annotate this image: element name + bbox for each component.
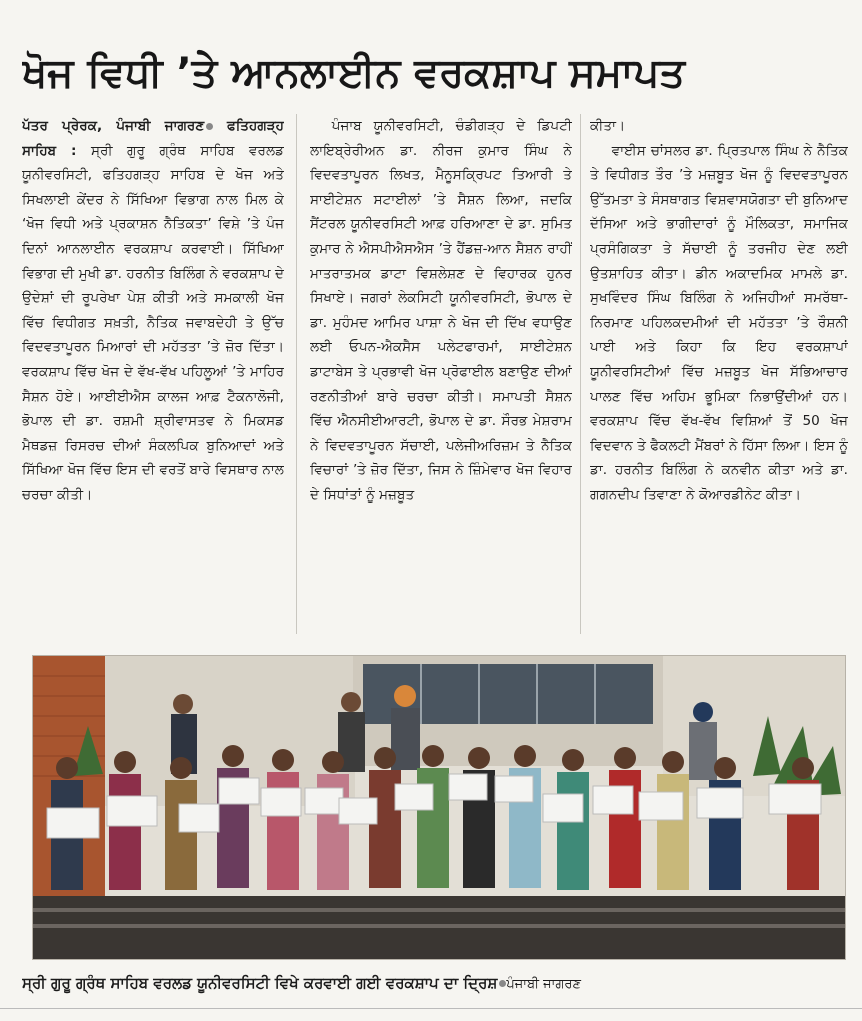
article-column-2 bbox=[310, 114, 572, 634]
column-divider bbox=[580, 114, 581, 634]
headline: ਖੋਜ ਵਿਧੀ ’ਤੇ ਆਨਲਾਈਨ ਵਰਕਸ਼ਾਪ ਸਮਾਪਤ bbox=[22, 50, 685, 96]
caption-text: ਸ੍ਰੀ ਗੁਰੂ ਗ੍ਰੰਥ ਸਾਹਿਬ ਵਰਲਡ ਯੂਨੀਵਰਸਿਟੀ ਵਿਖੇ ਕਰਵਾਈ ਗਈ ਵਰਕਸ਼ਾਪ ਦਾ ਦ੍ਰਿਸ਼ bbox=[22, 974, 498, 992]
group-photo bbox=[32, 655, 846, 960]
dateline: ਫਤਿਹਗੜ੍ਹ ਸਾਹਿਬ : bbox=[22, 118, 284, 159]
previous-page-cutoff bbox=[0, 0, 862, 14]
group-photo-illustration bbox=[33, 656, 845, 959]
photo-caption bbox=[22, 968, 852, 998]
article-column-1 bbox=[22, 114, 284, 634]
article-column-3 bbox=[590, 114, 848, 634]
article-paragraph: ਕੀਤਾ। bbox=[590, 118, 626, 134]
byline: ਪੱਤਰ ਪ੍ਰੇਰਕ, ਪੰਜਾਬੀ ਜਾਗਰਣ bbox=[22, 118, 205, 134]
article-paragraph: ਪੰਜਾਬ ਯੂਨੀਵਰਸਿਟੀ, ਚੰਡੀਗੜ੍ਹ ਦੇ ਡਿਪਟੀ ਲਾਇਬ੍ਰੇਰੀਅਨ ਡਾ. ਨੀਰਜ ਕੁਮਾਰ ਸਿੰਘ ਨੇ ਵਿਦਵਤਾਪੂਰਨ ਲਿਖਤ, ਮੈਨੂਸਕ੍ਰਿਪਟ ਤਿਆਰੀ ਤੇ ਸਾਈਟੇਸ਼ਨ ਸਟਾਈਲਾਂ ’ਤੇ ਸੈਸ਼ਨ ਲਿਆ, ਜਦਕਿ ਸੈਂਟਰਲ ਯੂਨੀਵਰਸਿਟੀ ਆਫ਼ ਹਰਿਆਣਾ ਦੇ ਡਾ. ਸੁਮਿਤ ਕੁਮਾਰ ਨੇ ਐਸਪੀਐਸਐਸ ’ਤੇ ਹੈਂਡਜ਼-ਆਨ ਸੈਸ਼ਨ ਰਾਹੀਂ ਮਾਤਰਾਤਮਕ ਡਾਟਾ ਵਿਸ਼ਲੇਸ਼ਣ ਦੇ ਵਿਹਾਰਕ ਹੁਨਰ ਸਿਖਾਏ। ਜਗਰਾਂ ਲੇਕਸਿਟੀ ਯੂਨੀਵਰਸਿਟੀ, ਭੋਪਾਲ ਦੇ ਡਾ. ਮੁਹੰਮਦ ਆਮਿਰ ਪਾਸ਼ਾ ਨੇ ਖੋਜ ਦੀ ਦਿੱਖ ਵਧਾਉਣ ਲਈ ਓਪਨ-ਐਕਸੈਸ ਪਲੇਟਫਾਰਮਾਂ, ਸਾਈਟੇਸ਼ਨ ਡਾਟਾਬੇਸ ਤੇ ਪ੍ਰਭਾਵੀ ਖੋਜ ਪ੍ਰੋਫਾਈਲ ਬਣਾਉਣ ਦੀਆਂ ਰਣਨੀਤੀਆਂ ਬਾਰੇ ਚਰਚਾ ਕੀਤੀ। ਸਮਾਪਤੀ ਸੈਸ਼ਨ ਵਿੱਚ ਐਨਸੀਈਆਰਟੀ, ਭੋਪਾਲ ਦੇ ਡਾ. ਸੌਰਭ ਮੇਸ਼ਰਾਮ ਨੇ ਵਿਦਵਤਾਪੂਰਨ ਸੱਚਾਈ, ਪਲੇਜੀਅਰਿਜ਼ਮ ਤੇ ਨੈਤਿਕ ਵਿਚਾਰਾਂ ’ਤੇ ਜ਼ੋਰ ਦਿੱਤਾ, ਜਿਸ ਨੇ ਜ਼ਿੰਮੇਵਾਰ ਖੋਜ ਵਿਹਾਰ ਦੇ ਸਿਧਾਂਤਾਂ ਨੂੰ ਮਜ਼ਬੂਤ bbox=[310, 118, 572, 503]
bullet-icon bbox=[206, 123, 213, 130]
caption-credit: ਪੰਜਾਬੀ ਜਾਗਰਣ bbox=[506, 977, 581, 992]
article-paragraph: ਵਾਈਸ ਚਾਂਸਲਰ ਡਾ. ਪ੍ਰਿਤਪਾਲ ਸਿੰਘ ਨੇ ਨੈਤਿਕ ਤੇ ਵਿਧੀਗਤ ਤੌਰ ’ਤੇ ਮਜ਼ਬੂਤ ਖੋਜ ਨੂੰ ਵਿਦਵਤਾਪੂਰਨ ਉੱਤਮਤਾ ਤੇ ਸੰਸਥਾਗਤ ਵਿਸ਼ਵਾਸਯੋਗਤਾ ਦੀ ਬੁਨਿਆਦ ਦੱਸਿਆ ਅਤੇ ਭਾਗੀਦਾਰਾਂ ਨੂੰ ਮੌਲਿਕਤਾ, ਸਮਾਜਿਕ ਪ੍ਰਸੰਗਿਕਤਾ ਤੇ ਸੱਚਾਈ ਨੂੰ ਤਰਜੀਹ ਦੇਣ ਲਈ ਉਤਸ਼ਾਹਿਤ ਕੀਤਾ। ਡੀਨ ਅਕਾਦਮਿਕ ਮਾਮਲੇ ਡਾ. ਸੁਖਵਿੰਦਰ ਸਿੰਘ ਬਿਲਿੰਗ ਨੇ ਅਜਿਹੀਆਂ ਸਮਰੱਥਾ-ਨਿਰਮਾਣ ਪਹਿਲਕਦਮੀਆਂ ਦੀ ਮਹੱਤਤਾ ’ਤੇ ਰੌਸ਼ਨੀ ਪਾਈ ਅਤੇ ਕਿਹਾ ਕਿ ਇਹ ਵਰਕਸ਼ਾਪਾਂ ਯੂਨੀਵਰਸਿਟੀਆਂ ਵਿੱਚ ਮਜ਼ਬੂਤ ਖੋਜ ਸੱਭਿਆਚਾਰ ਪਾਲਣ ਵਿੱਚ ਅਹਿਮ ਭੂਮਿਕਾ ਨਿਭਾਉਂਦੀਆਂ ਹਨ। ਵਰਕਸ਼ਾਪ ਵਿੱਚ ਵੱਖ-ਵੱਖ ਵਿਸ਼ਿਆਂ ਤੋਂ 50 ਖੋਜ ਵਿਦਵਾਨ ਤੇ ਫੈਕਲਟੀ ਮੈਂਬਰਾਂ ਨੇ ਹਿੱਸਾ ਲਿਆ। ਇਸ ਨੂੰ ਡਾ. ਹਰਨੀਤ ਬਿਲਿੰਗ ਨੇ ਕਨਵੀਨ ਕੀਤਾ ਅਤੇ ਡਾ. ਗਗਨਦੀਪ ਤਿਵਾਣਾ ਨੇ ਕੋਆਰਡੀਨੇਟ ਕੀਤਾ। bbox=[590, 142, 848, 503]
column-divider bbox=[296, 114, 297, 634]
article-paragraph: ਸ੍ਰੀ ਗੁਰੂ ਗ੍ਰੰਥ ਸਾਹਿਬ ਵਰਲਡ ਯੂਨੀਵਰਸਿਟੀ, ਫਤਿਹਗੜ੍ਹ ਸਾਹਿਬ ਦੇ ਖੋਜ ਅਤੇ ਸਿਖਲਾਈ ਕੇਂਦਰ ਨੇ ਸਿੱਖਿਆ ਵਿਭਾਗ ਨਾਲ ਮਿਲ ਕੇ ‘ਖੋਜ ਵਿਧੀ ਅਤੇ ਪ੍ਰਕਾਸ਼ਨ ਨੈਤਿਕਤਾ’ ਵਿਸ਼ੇ ’ਤੇ ਪੰਜ ਦਿਨਾਂ ਆਨਲਾਈਨ ਵਰਕਸ਼ਾਪ ਕਰਵਾਈ। ਸਿੱਖਿਆ ਵਿਭਾਗ ਦੀ ਮੁਖੀ ਡਾ. ਹਰਨੀਤ ਬਿਲਿੰਗ ਨੇ ਵਰਕਸ਼ਾਪ ਦੇ ਉਦੇਸ਼ਾਂ ਦੀ ਰੂਪਰੇਖਾ ਪੇਸ਼ ਕੀਤੀ ਅਤੇ ਸਮਕਾਲੀ ਖੋਜ ਵਿੱਚ ਵਿਧੀਗਤ ਸਖ਼ਤੀ, ਨੈਤਿਕ ਜਵਾਬਦੇਹੀ ਤੇ ਉੱਚ ਵਿਦਵਤਾਪੂਰਨ ਮਿਆਰਾਂ ਦੀ ਮਹੱਤਤਾ ’ਤੇ ਜ਼ੋਰ ਦਿੱਤਾ। ਵਰਕਸ਼ਾਪ ਵਿੱਚ ਖੋਜ ਦੇ ਵੱਖ-ਵੱਖ ਪਹਿਲੂਆਂ ’ਤੇ ਮਾਹਿਰ ਸੈਸ਼ਨ ਹੋਏ। ਆਈਈਐਸ ਕਾਲਜ ਆਫ਼ ਟੈਕਨਾਲੋਜੀ, ਭੋਪਾਲ ਦੀ ਡਾ. ਰਸ਼ਮੀ ਸ਼੍ਰੀਵਾਸਤਵ ਨੇ ਮਿਕਸਡ ਮੈਥਡਜ਼ ਰਿਸਰਚ ਦੀਆਂ ਸੰਕਲਪਿਕ ਬੁਨਿਆਦਾਂ ਅਤੇ ਸਿੱਖਿਆ ਖੋਜ ਵਿੱਚ ਇਸ ਦੀ ਵਰਤੋਂ ਬਾਰੇ ਵਿਸਥਾਰ ਨਾਲ ਚਰਚਾ ਕੀਤੀ। bbox=[22, 142, 284, 503]
page-rule bbox=[0, 1008, 862, 1009]
